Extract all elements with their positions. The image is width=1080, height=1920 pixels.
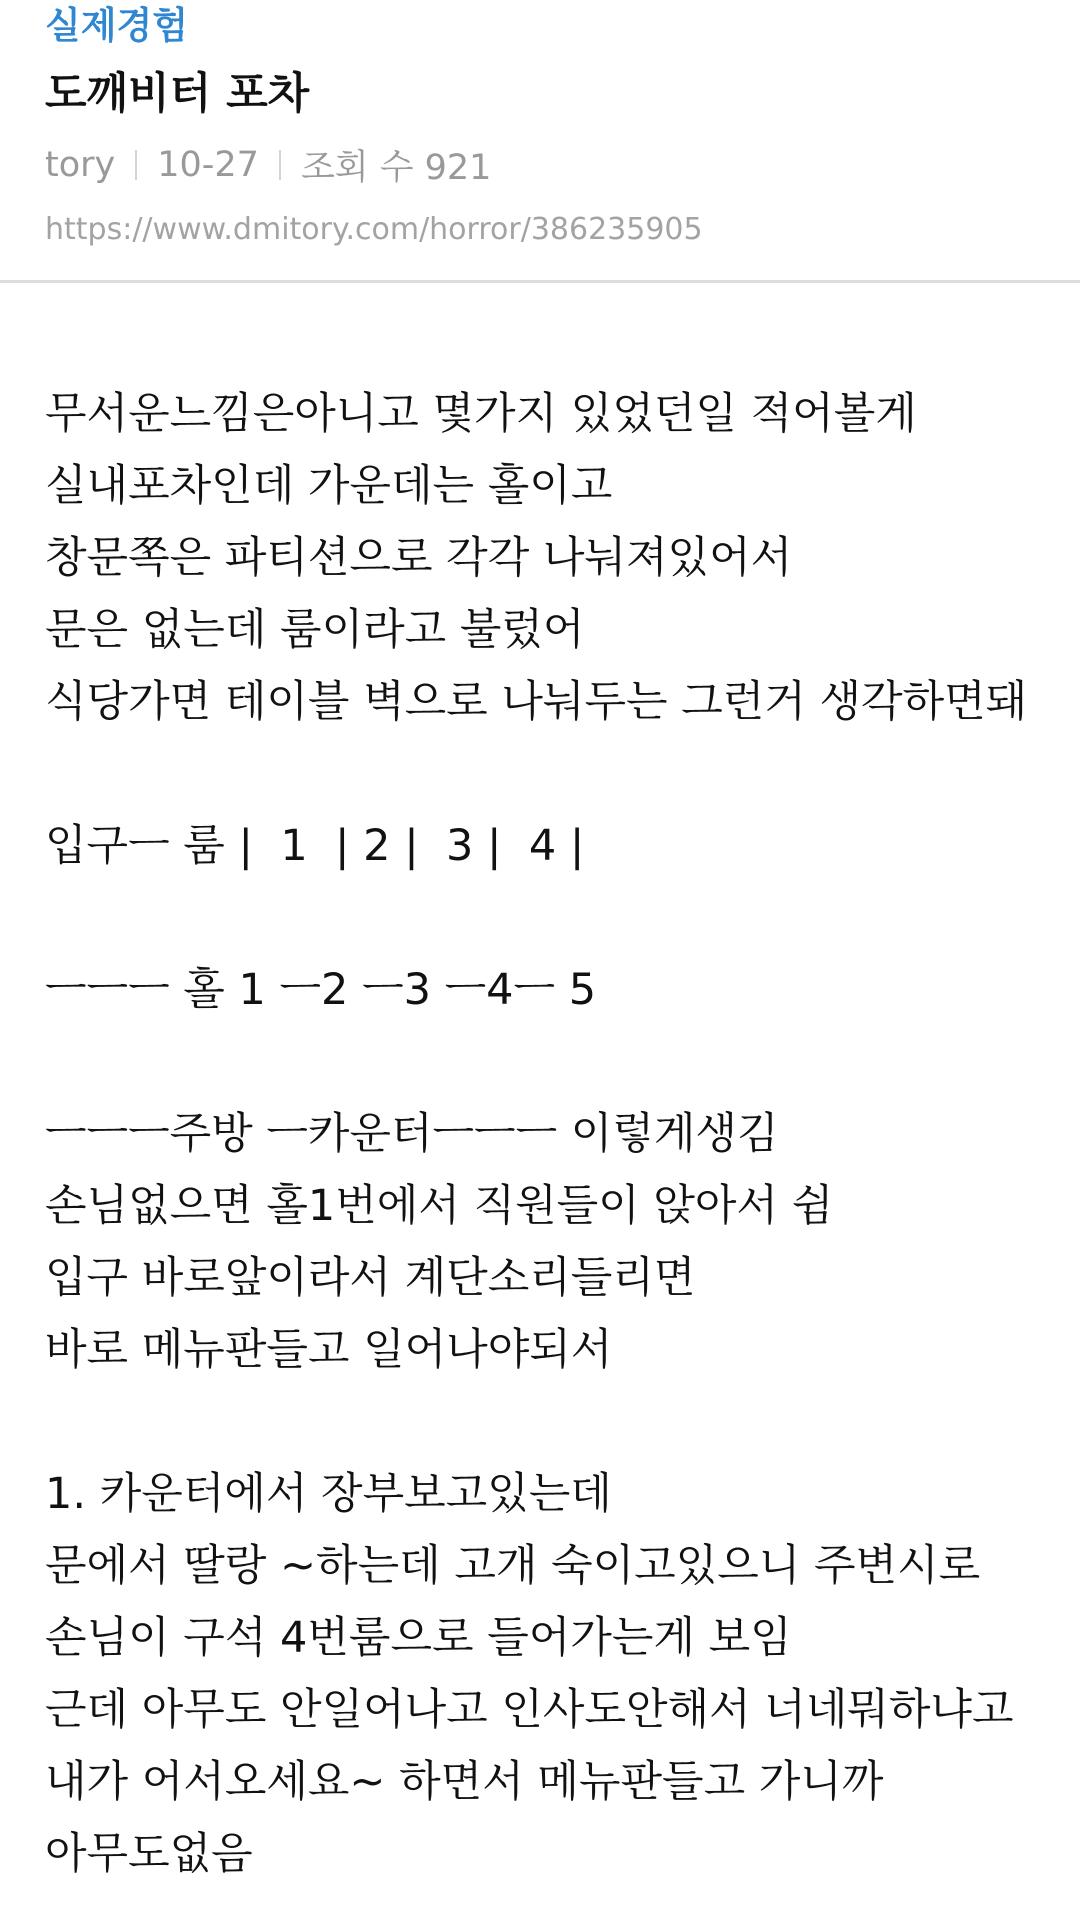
body-line: 창문쪽은 파티션으로 각각 나눠져있어서 <box>45 533 793 583</box>
body-line: 실내포차인데 가운데는 홀이고 <box>45 461 613 511</box>
body-line: 바로 메뉴판들고 일어나야되서 <box>45 1325 613 1375</box>
body-line: 문은 없는데 룸이라고 불렀어 <box>45 605 585 655</box>
body-line <box>45 882 1055 954</box>
author-name[interactable]: tory <box>45 145 116 185</box>
body-line: 식당가면 테이블 벽으로 나눠두는 그런거 생각하면돼 <box>45 677 1028 727</box>
view-count: 조회 수 921 <box>300 148 492 188</box>
body-line: 아무도없음 <box>45 1829 253 1879</box>
body-line: 1. 카운터에서 장부보고있는데 <box>45 1469 612 1519</box>
body-line <box>45 738 1055 810</box>
meta-divider <box>279 150 281 180</box>
post-title: 도깨비터 포차 <box>45 69 310 119</box>
meta-divider <box>135 150 137 180</box>
body-line: 근데 아무도 안일어나고 인사도안해서 너네뭐하냐고 <box>45 1685 1014 1735</box>
post-url[interactable]: https://www.dmitory.com/horror/386235905 <box>45 212 703 247</box>
post-header <box>0 0 1080 283</box>
post-meta <box>45 140 491 190</box>
body-line: ㅡㅡㅡ 홀 1 ㅡ2 ㅡ3 ㅡ4ㅡ 5 <box>45 965 597 1015</box>
body-line <box>45 1386 1055 1458</box>
body-line: 손님없으면 홀1번에서 직원들이 앉아서 쉼 <box>45 1181 834 1231</box>
post-category[interactable]: 실제경험 <box>45 4 188 47</box>
body-line: 입구ㅡ 룸 | 1 | 2 | 3 | 4 | <box>45 821 585 871</box>
body-line: 무서운느낌은아니고 몇가지 있었던일 적어볼게 <box>45 389 917 439</box>
post-body <box>45 378 1055 1890</box>
post-date: 10-27 <box>157 145 259 185</box>
body-line: 입구 바로앞이라서 계단소리들리면 <box>45 1253 696 1303</box>
body-line <box>45 1026 1055 1098</box>
body-line: 내가 어서오세요~ 하면서 메뉴판들고 가니까 <box>45 1757 884 1807</box>
body-line: ㅡㅡㅡ주방 ㅡ카운터ㅡㅡㅡ 이렇게생김 <box>45 1109 779 1159</box>
body-line: 문에서 딸랑 ~하는데 고개 숙이고있으니 주변시로 <box>45 1541 981 1591</box>
body-line: 손님이 구석 4번룸으로 들어가는게 보임 <box>45 1613 792 1663</box>
